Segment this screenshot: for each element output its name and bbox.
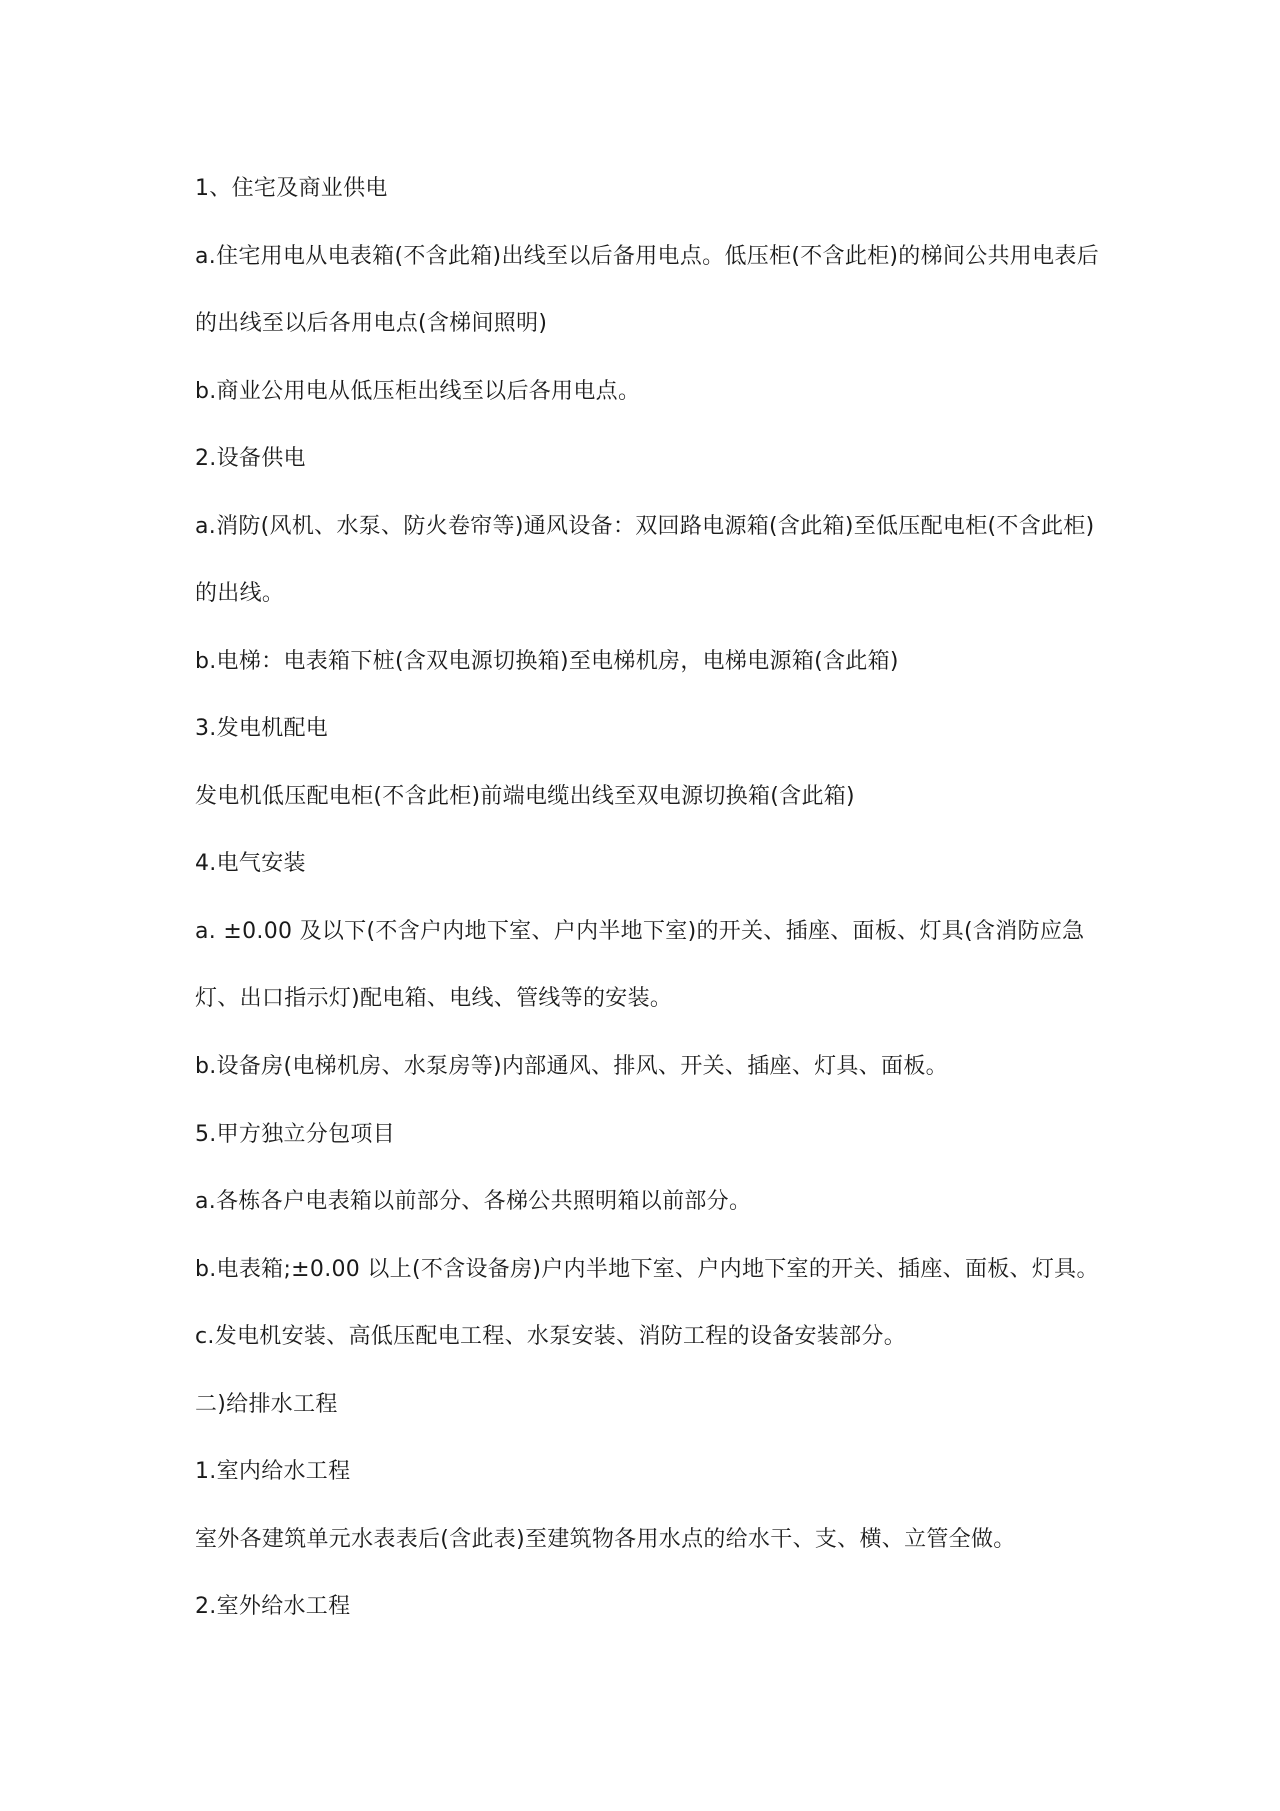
paragraph-line: b.电表箱;±0.00 以上(不含设备房)户内半地下室、户内地下室的开关、插座、面板、灯具。 bbox=[195, 1257, 1099, 1282]
paragraph-line: a.住宅用电从电表箱(不含此箱)出线至以后备用电点。低压柜(不含此柜)的梯间公共用电表后 bbox=[195, 244, 1100, 269]
paragraph-line: b.设备房(电梯机房、水泵房等)内部通风、排风、开关、插座、灯具、面板。 bbox=[195, 1054, 948, 1079]
heading-water-supply-drainage: 二)给排水工程 bbox=[195, 1392, 338, 1417]
heading-owner-subcontract: 5.甲方独立分包项目 bbox=[195, 1122, 395, 1147]
heading-equipment-power: 2.设备供电 bbox=[195, 446, 306, 471]
heading-outdoor-water-supply: 2.室外给水工程 bbox=[195, 1594, 351, 1619]
paragraph-line: 的出线。 bbox=[195, 581, 285, 606]
paragraph-line: a. ±0.00 及以下(不含户内地下室、户内半地下室)的开关、插座、面板、灯具(含消防应急 bbox=[195, 919, 1085, 944]
paragraph-line: c.发电机安装、高低压配电工程、水泵安装、消防工程的设备安装部分。 bbox=[195, 1324, 906, 1349]
heading-generator-distribution: 3.发电机配电 bbox=[195, 716, 329, 741]
paragraph-line: 灯、出口指示灯)配电箱、电线、管线等的安装。 bbox=[195, 986, 673, 1011]
heading-residential-commercial-power: 1、住宅及商业供电 bbox=[195, 176, 388, 201]
paragraph-line: b.商业公用电从低压柜出线至以后各用电点。 bbox=[195, 379, 641, 404]
paragraph-line: b.电梯：电表箱下桩(含双电源切换箱)至电梯机房，电梯电源箱(含此箱) bbox=[195, 649, 899, 674]
paragraph-line: 发电机低压配电柜(不含此柜)前端电缆出线至双电源切换箱(含此箱) bbox=[195, 784, 855, 809]
paragraph-line: a.各栋各户电表箱以前部分、各梯公共照明箱以前部分。 bbox=[195, 1189, 752, 1214]
heading-indoor-water-supply: 1.室内给水工程 bbox=[195, 1459, 351, 1484]
heading-electrical-installation: 4.电气安装 bbox=[195, 851, 306, 876]
paragraph-line: a.消防(风机、水泵、防火卷帘等)通风设备：双回路电源箱(含此箱)至低压配电柜(不含此柜) bbox=[195, 514, 1095, 539]
paragraph-line: 的出线至以后各用电点(含梯间照明) bbox=[195, 311, 548, 336]
paragraph-line: 室外各建筑单元水表表后(含此表)至建筑物各用水点的给水干、支、横、立管全做。 bbox=[195, 1527, 1016, 1552]
